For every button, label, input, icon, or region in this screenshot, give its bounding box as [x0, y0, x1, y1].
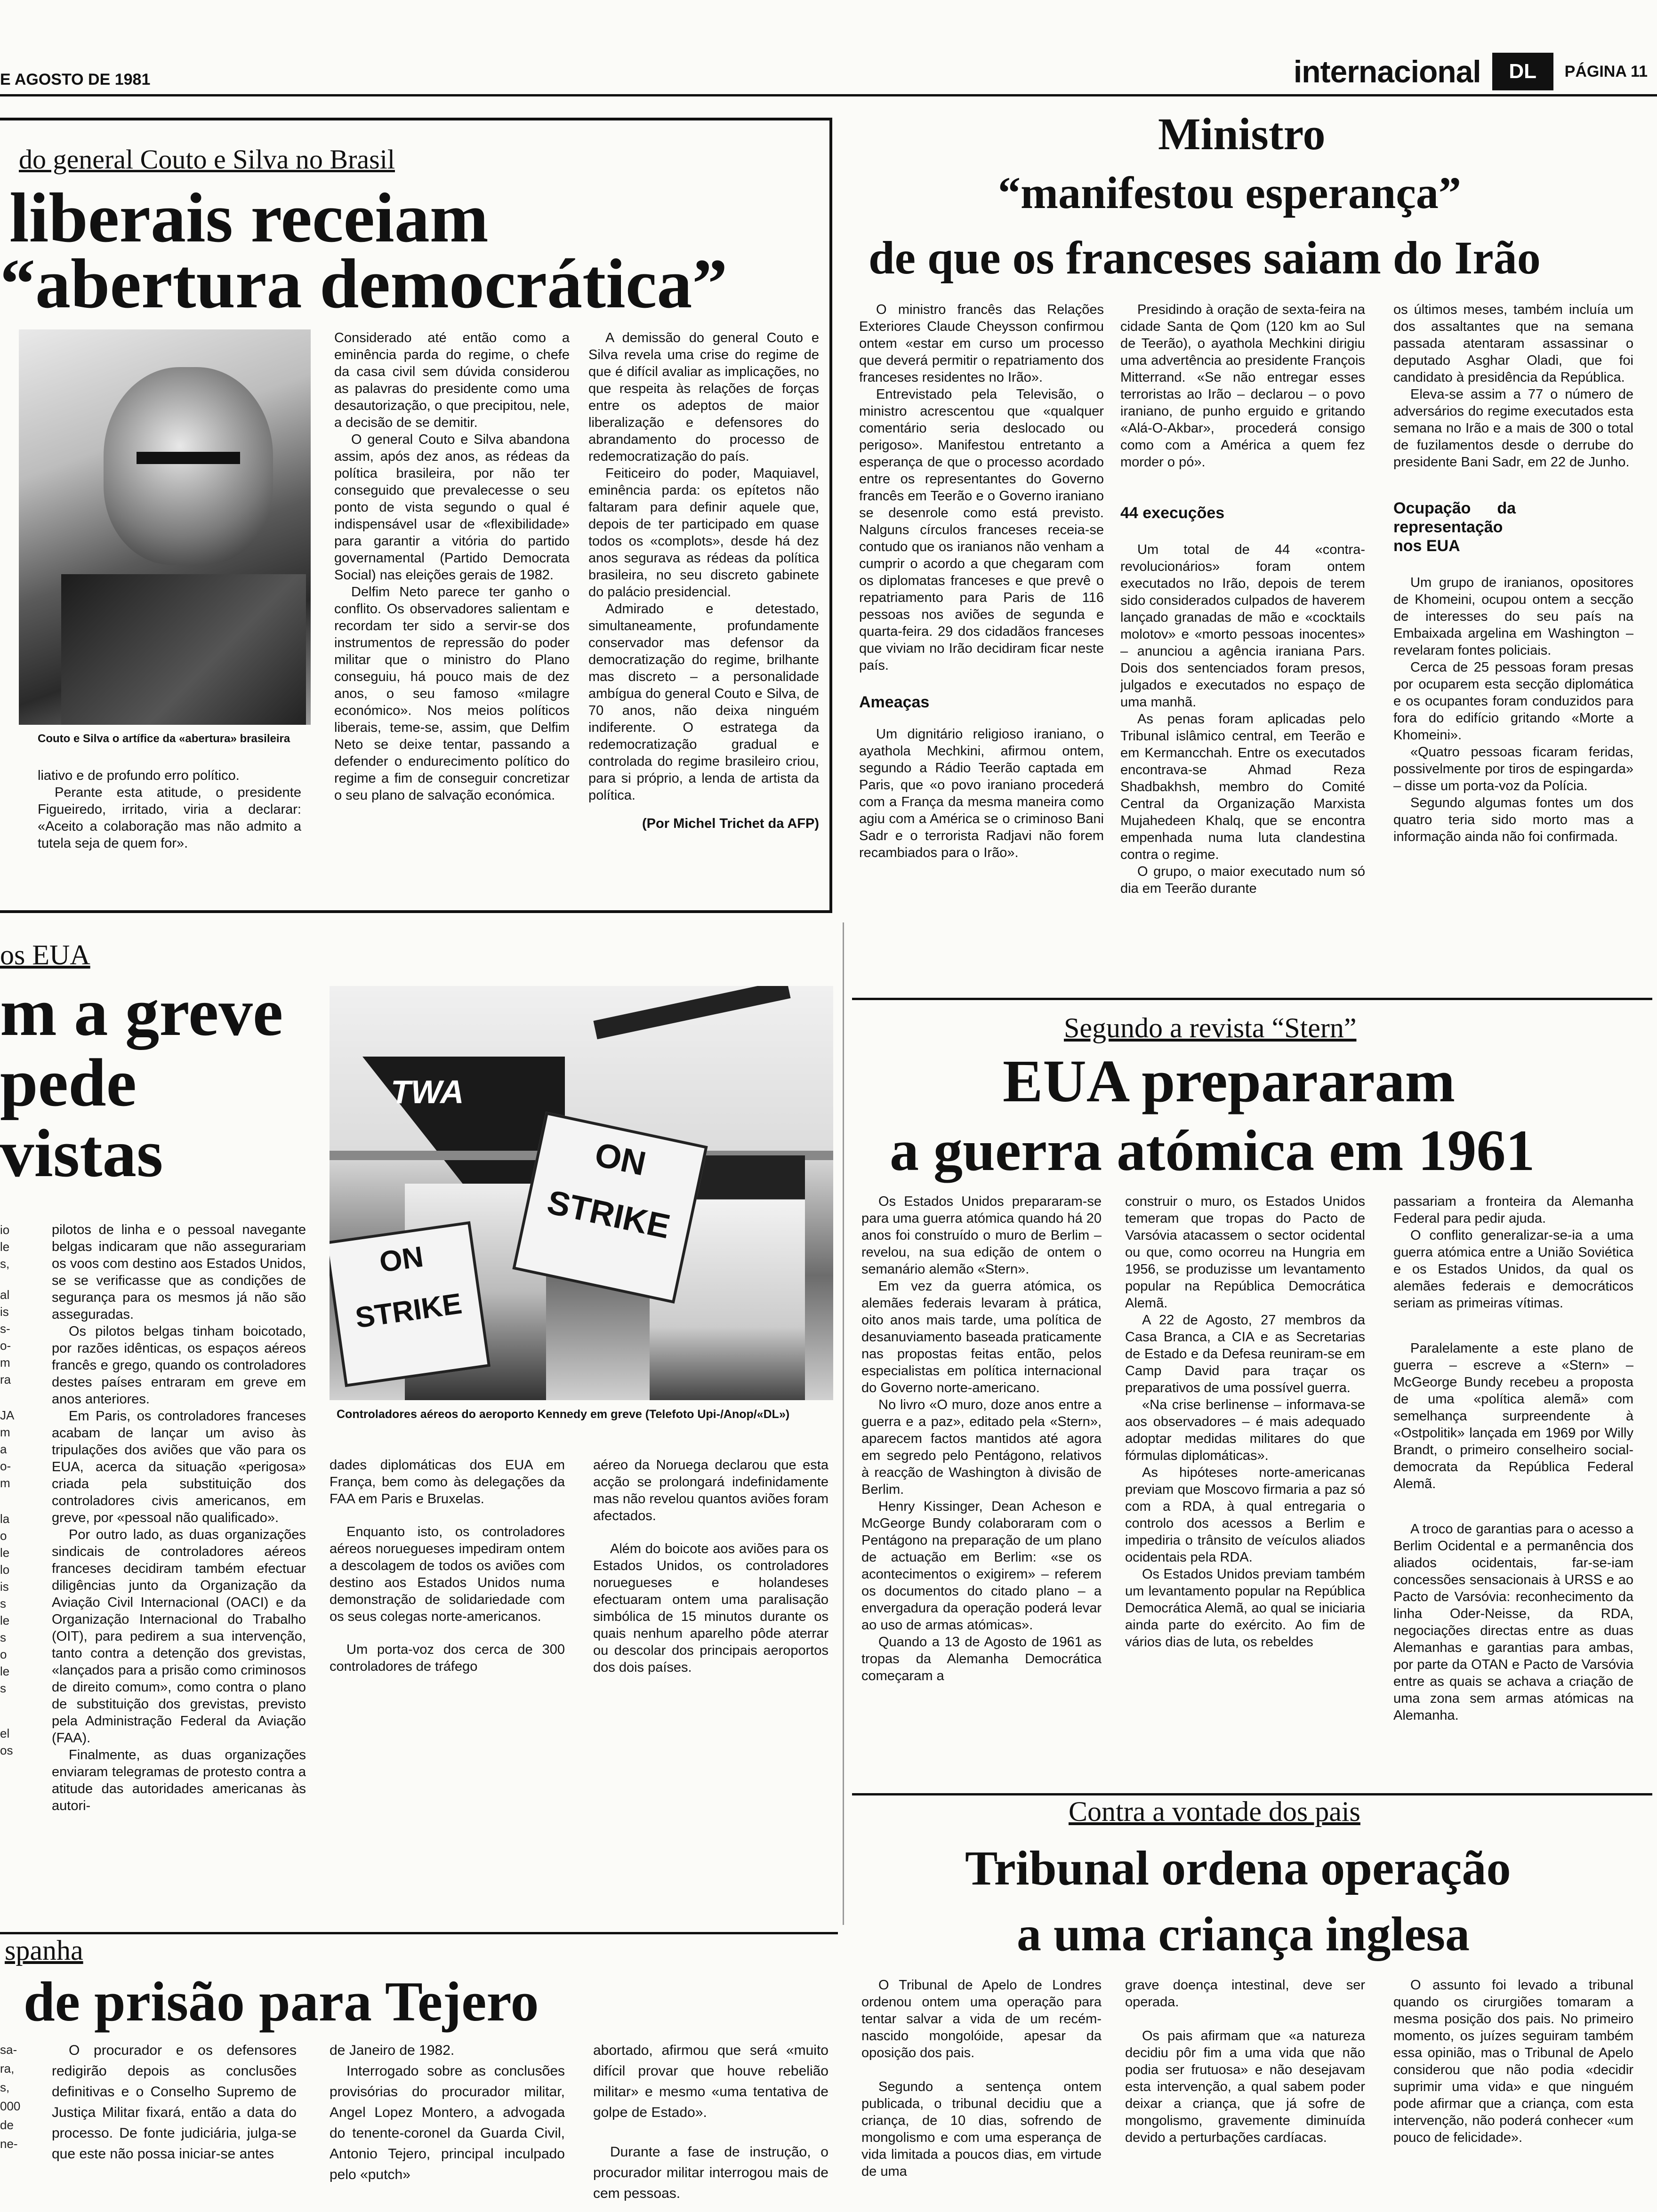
cut-fragment: s, [0, 1257, 10, 1271]
paragraph: Um grupo de iranianos, opositores de Khomeini, ocupou ontem a secção de interesses do seu país na Embaixada argelina em Washington – revelaram fontes policiais. [1393, 575, 1633, 658]
iran-headline-3: de que os franceses saiam do Irão [869, 232, 1541, 284]
paragraph: grave doença intestinal, deve ser operada. [1125, 1978, 1365, 2010]
paragraph: Em Paris, os controladores franceses acabam de lançar um aviso às tripulações dos aviões que vão para os EUA, acerca da situação «perigosa» criada pela substituição dos controladores civis americanos, em greve, por «pessoal não qualificado». [52, 1409, 306, 1525]
paragraph: O general Couto e Silva abandona assim, após dez anos, as rédeas da política brasileira, por não ter conseguido que prevalecesse o seu ponto de vista segundo o qual é indispensável usar de «flexibilidade» para garantir a vitória do partido governamental (Partido Democrata Social) nas eleições gerais de 1982. [334, 432, 570, 583]
cut-fragment: o [0, 1647, 7, 1661]
brazil-column-1 [38, 767, 301, 908]
strike-column-1 [52, 1221, 306, 1927]
iran-column-2 [1120, 301, 1365, 993]
cut-fragment: JA [0, 1408, 15, 1422]
paragraph: O conflito generalizar-se-ia a uma guerra atómica entre a União Soviética e os Estados Unidos, da qual os alemães federais e democráticos seriam as primeiras vítimas. [1393, 1228, 1633, 1311]
strike-kicker: os EUA [0, 939, 90, 970]
paragraph: O assunto foi levado a tribunal quando os cirurgiões tomaram a mesma posição dos pais. No primeiro momento, os juízes seguiram também essa opinião, mas o Tribunal de Apelo considerou que não podia «decidir suprimir uma vida» e que ninguém pode afirmar que a criança, com esta intervenção, não poderá conhecer «um pouco de felicidade». [1393, 1978, 1633, 2145]
paragraph: A troco de garantias para o acesso a Berlim Ocidental e a permanência dos aliados ocidentais, far-se-iam concessões sensacionais à URSS e ao Pacto de Varsóvia: reconhecimento da linha Oder-Neisse, da RDA, negociações directas entre as duas Alemanhas e garantias para ambas, por parte da OTAN e Pacto de Varsóvia entre as quais se achava a criação de uma zona sem armas atómicas na Alemanha. [1393, 1522, 1633, 1723]
center-divider [843, 922, 844, 1925]
subheading-execucoes: 44 execuções [1120, 504, 1225, 522]
paragraph: Por outro lado, as duas organizações sindicais de controladores aéreos franceses decidiram também efectuar diligências junto da Organização da Aviação Civil Internacional (OACI) e da Organização Internacional do Trabalho (OIT), para pedirem a sua intervenção, tanto contra a detenção dos grevistas, «lançados para a prisão como criminosos de direito comum», como contra o plano de substituição dos grevistas, previsto pela Administração Federal da Aviação (FAA). [52, 1527, 306, 1746]
page-number: PÁGINA 11 [1564, 62, 1648, 80]
paragraph: Quando a 13 de Agosto de 1961 as tropas da Alemanha Democrática começaram a [861, 1635, 1102, 1683]
paragraph: Admirado e detestado, simultaneamente, profundamente conservador mas defensor da democratização do regime, brilhante mas discreto – a personalidade ambígua do general Couto e Silva, de 70 anos, não deixa ninguém indiferente. O estratega da redemocratização gradual e controlada do regime brasileiro criou, para si próprio, a lenda de artista da política. [588, 601, 819, 803]
cut-fragment: ne- [0, 2137, 18, 2151]
paragraph: Um porta-voz dos cerca de 300 controladores de tráfego [330, 1642, 565, 1674]
cut-fragment: de [0, 2118, 14, 2132]
paragraph: Segundo algumas fontes um dos quatro teria sido morto mas a informação ainda não foi confirmada. [1393, 795, 1633, 844]
paragraph: Entrevistado pela Televisão, o ministro acrescentou que «qualquer comentário seria deslocado ou perigoso». Manifestou entretanto a esperança de que o processo acordado entre os representantes do Governo francês em Teerão e o Governo iraniano se desenrole como está previsto. Nalguns círculos franceses receia-se contudo que os iranianos não venham a cumprir o acordo a que chegaram com os diplomatas franceses e que prevê o repatriamento para Paris de 116 pessoas nos aviões de segunda e quarta-feira. 29 dos cidadãos franceses que viviam no Irão decidiram ficar neste país. [859, 387, 1104, 673]
paragraph: os últimos meses, também incluía um dos assaltantes que na semana passada atentaram assassinar o deputado Asghar Oladi, que foi candidato à presidência da República. [1393, 302, 1633, 385]
couto-e-silva-photo [19, 329, 311, 725]
brazil-headline-2: “abertura democrática” [0, 245, 728, 323]
cut-fragment: o- [0, 1338, 11, 1353]
cut-fragment: al [0, 1288, 10, 1302]
cut-fragment: a [0, 1442, 7, 1456]
tejero-top-rule [0, 1932, 838, 1934]
paragraph: Os Estados Unidos prepararam-se para uma guerra atómica quando há 20 anos foi construído o muro de Berlim – revelou, na sua edição de ontem o semanário alemão «Stern». [861, 1194, 1102, 1277]
issue-date: E AGOSTO DE 1981 [0, 71, 151, 88]
cut-fragment: os [0, 1743, 13, 1757]
paragraph: «Na crise berlinense – informava-se aos observadores – é mais adequado adoptar medidas militares do que fórmulas diplomáticas». [1125, 1397, 1365, 1463]
paragraph: Paralelamente a este plano de guerra – escreve a «Stern» – McGeorge Bundy recebeu a proposta de uma «política alemã» com semelhança surpreendente à «Ostpolitik» lançada em 1969 por Willy Brandt, o primeiro conselheiro social-democrata da República Federal Alemã. [1393, 1341, 1633, 1491]
strike-headline-3: vistas [0, 1116, 163, 1191]
cut-fragment: s- [0, 1322, 10, 1336]
court-column-3 [1393, 1977, 1633, 2207]
paragraph: Considerado até então como a eminência parda do regime, o chefe da casa civil sem dúvida considerou as palavras do presidente como uma desautorização, o que precipitou, nele, a decisão de se demitir. [334, 330, 570, 430]
paragraph: Eleva-se assim a 77 o número de adversários do regime executados esta semana no Irão e a mais de 300 o total de fuzilamentos desde o derrube do presidente Bani Sadr, em 22 de Junho. [1393, 387, 1633, 470]
cut-fragment: io [0, 1223, 10, 1237]
paragraph: Os pais afirmam que «a natureza decidiu pôr fim a uma vida que não podia ser frutuosa» e não desejavam esta intervenção, a qual sabem poder deixar a criança, que já sofre de mongolismo, gravemente diminuída devido a perturbações cardíacas. [1125, 2028, 1365, 2145]
strike-photo-caption: Controladores aéreos do aeroporto Kennedy em greve (Telefoto Upi-/Anop/«DL») [337, 1408, 790, 1421]
paragraph: Durante a fase de instrução, o procurador militar interrogou mais de cem pessoas. [593, 2144, 828, 2201]
paragraph: Os pilotos belgas tinham boicotado, por razões idênticas, os espaços aéreos francês e grego, quando os controladores destes países entraram em greve em anos anteriores. [52, 1324, 306, 1407]
paragraph: As penas foram aplicadas pelo Tribunal islâmico central, em Teerão e em Kermancchah. Entre os executados encontrava-se Ahmad Reza Shadbakhsh, membro do Comité Central da Organização Marxista Mujahedeen Khalq, que se encontra empenhada numa luta clandestina contra o regime. [1120, 712, 1365, 862]
strike-headline-1: m a greve [0, 975, 283, 1050]
tejero-column-3 [593, 2040, 828, 2210]
subheading-ameacas: Ameaças [859, 693, 930, 711]
cut-fragment: is [0, 1305, 9, 1319]
tejero-column-1 [52, 2040, 297, 2210]
paragraph: Feiticeiro do poder, Maquiavel, eminência parda: os epítetos não faltaram para definir aquele que, depois de ter participado em quase todos os «complots», desde há dez anos segurava as rédeas da política brasileira, no seu discreto gabinete do palácio presidencial. [588, 466, 819, 600]
cut-fragment: le [0, 1546, 10, 1560]
paragraph: Segundo a sentença ontem publicada, o tribunal decidiu que a criança, de 10 dias, sofrendo de mongolismo e com uma esperança de vida limitada a poucos dias, em virtude de uma [861, 2079, 1102, 2179]
cut-fragment: m [0, 1425, 10, 1439]
paragraph: Em vez da guerra atómica, os alemães federais levaram à prática, oito anos mais tarde, uma política de desanuviamento baseada praticamente nas propostas feitas então, pelos especialistas em política internacional do Governo norte-americano. [861, 1279, 1102, 1395]
paragraph: Finalmente, as duas organizações enviaram telegramas de protesto contra a atitude das autoridades americanas às autori- [52, 1747, 306, 1813]
paragraph: A demissão do general Couto e Silva revela uma crise do regime de que é difícil avaliar as implicações, no que respeita às relações de forças entre os adeptos de maior liberalização e defensores do abrandamento do processo de redemocratização do país. [588, 330, 819, 464]
paragraph: Presidindo à oração de sexta-feira na cidade Santa de Qom (120 km ao Sul de Teerão), o ayathola Mechkini dirigiu uma advertência ao presidente François Mitterrand. «Se não entregar esses terroristas ao Irão – declarou – o povo iraniano, de punho erguido e gritando «Alá-O-Akbar», procederá consigo como com a América a quem fez morder o pó». [1120, 302, 1365, 470]
stern-headline-1: EUA prepararam [1003, 1048, 1456, 1114]
court-kicker: Contra a vontade dos pais [1069, 1796, 1360, 1827]
page-header-right [1294, 53, 1648, 90]
strike-cut-column [0, 1221, 19, 1759]
couto-photo-caption: Couto e Silva o artífice da «abertura» brasileira [38, 732, 290, 745]
paragraph: abortado, afirmou que será «muito difícil provar que houve rebelião militar» e mesmo «uma tentativa de golpe de Estado». [593, 2043, 828, 2120]
cut-fragment: le [0, 1664, 10, 1678]
paragraph: aéreo da Noruega declarou que esta acção se prolongará indefinidamente mas não revelou quantos aviões foram afectados. [593, 1458, 828, 1523]
paragraph: O procurador e os defensores redigirão depois as conclusões definitivas e o Conselho Supremo de Justiça Militar fixará, então a data do processo. De fonte judiciária, julga-se que este não possa iniciar-se antes [52, 2043, 297, 2162]
brazil-kicker: do general Couto e Silva no Brasil [19, 144, 395, 175]
iran-bottom-rule [852, 998, 1652, 1000]
strike-headline-2: pede [0, 1045, 137, 1121]
strike-sign-2: ON STRIKE [512, 1112, 708, 1304]
subheading-ocupacao: Ocupação da representação nos EUA [1393, 499, 1516, 555]
paragraph: Perante esta atitude, o presidente Figueiredo, irritado, viria a declarar: «Aceito a colaboração mas não admito a tutela seja de quem for». [38, 785, 301, 851]
cut-fragment: o [0, 1529, 7, 1543]
cut-fragment: s, [0, 2080, 10, 2094]
strike-sign-1: ON STRIKE [330, 1221, 491, 1387]
court-column-2 [1125, 1977, 1365, 2207]
paragraph: dades diplomáticas dos EUA em França, bem como às delegações da FAA em Paris e Bruxelas. [330, 1458, 565, 1507]
cut-fragment: lo [0, 1563, 10, 1577]
paragraph: Interrogado sobre as conclusões provisórias do procurador militar, Angel Lopez Montero, a advogada do tenente-coronel da Guarda Civil, Antonio Tejero, principal inculpado pelo «putch» [330, 2063, 565, 2182]
iran-headline-1: Ministro [1158, 109, 1326, 159]
cut-fragment: le [0, 1240, 10, 1254]
paragraph: de Janeiro de 1982. [330, 2043, 455, 2058]
paragraph: passariam a fronteira da Alemanha Federal para pedir ajuda. [1393, 1194, 1633, 1226]
stern-kicker: Segundo a revista “Stern” [1064, 1012, 1357, 1043]
paragraph: Enquanto isto, os controladores aéreos noruegueses impediram ontem a descolagem de todos os aviões com destino aos Estados Unidos numa demonstração de solidariedade com os seus colegas norte-americanos. [330, 1524, 565, 1624]
tejero-cut-column [0, 2040, 33, 2153]
newspaper-logo: DL [1492, 53, 1553, 90]
cut-fragment: 000 [0, 2099, 21, 2113]
paragraph: construir o muro, os Estados Unidos temeram que tropas do Pacto de Varsóvia atacassem o sector ocidental ou que, como ocorreu na Hungria em 1956, se produzisse um levantamento popular na República Democrática Alemã. [1125, 1194, 1365, 1311]
paragraph: No livro «O muro, doze anos entre a guerra e a paz», editado pela «Stern», aparecem factos mantidos até agora em segredo pelo Pentágono, relativos à reacção de Washington à divisão de Berlim. [861, 1397, 1102, 1497]
header-rule [0, 94, 1657, 96]
cut-fragment: el [0, 1726, 10, 1740]
cut-fragment: s [0, 1596, 6, 1611]
tejero-headline: de prisão para Tejero [24, 1970, 539, 2033]
cut-fragment: m [0, 1355, 10, 1370]
cut-fragment: o- [0, 1459, 11, 1473]
stern-headline-2: a guerra atómica em 1961 [890, 1118, 1535, 1183]
cut-fragment: le [0, 1613, 10, 1627]
cut-fragment: s [0, 1630, 6, 1644]
court-column-1 [861, 1977, 1102, 2207]
court-headline-2: a uma criança inglesa [1017, 1907, 1470, 1961]
tail-logo: TWA [391, 1074, 464, 1110]
cut-fragment: s [0, 1681, 6, 1695]
paragraph: Além do boicote aos aviões para os Estados Unidos, os controladores noruegueses e holandeses efectuaram ontem uma paralisação simbólica de 15 minutos durante os quais nenhum aparelho pôde aterrar ou descolar dos principais aeroportos dos dois países. [593, 1541, 828, 1675]
iran-column-3 [1393, 301, 1633, 993]
iran-column-1 [859, 301, 1104, 993]
stern-column-3 [1393, 1193, 1633, 1795]
paragraph: Os Estados Unidos previam também um levantamento popular na República Democrática Alemã, ao qual se iniciaria ainda parte do exército. Ao fim de vários dias de luta, os rebeldes [1125, 1567, 1365, 1650]
tejero-column-2 [330, 2040, 565, 2210]
iran-headline-2: “manifestou esperança” [998, 168, 1461, 218]
article-credit: (Por Michel Trichet da AFP) [642, 816, 819, 831]
cut-fragment: ra, [0, 2061, 15, 2076]
paragraph: pilotos de linha e o pessoal navegante belgas indicaram que não assegurariam os voos com destino aos Estados Unidos, se se verificasse que as condições de segurança para os mesmos já não são asseguradas. [52, 1222, 306, 1322]
paragraph: O grupo, o maior executado num só dia em Teerão durante [1120, 864, 1365, 896]
brazil-headline-1: liberais receiam [9, 179, 489, 257]
cut-fragment: la [0, 1512, 10, 1526]
strike-column-2 [330, 1457, 565, 1927]
tejero-kicker: spanha [5, 1935, 83, 1966]
paragraph: «Quatro pessoas ficaram feridas, possivelmente por tiros de espingarda» – disse um porta-voz da Polícia. [1393, 745, 1633, 793]
paragraph: Um total de 44 «contra-revolucionários» foram ontem executados no Irão, depois de terem sido considerados culpados de haverem lançado granadas de mão e «cocktails molotov» e «morto pessoas inocentes» – anunciou a agência iraniana Pars. Dois dos sentenciados foram presos, julgados e executados no espaço de uma manhã. [1120, 542, 1365, 710]
paragraph: liativo e de profundo erro político. [38, 768, 240, 783]
cut-fragment: m [0, 1476, 10, 1490]
paragraph: A 22 de Agosto, 27 membros da Casa Branca, a CIA e as Secretarias de Estado e da Defesa reuniram-se em Camp David para traçar os preparativos de uma possível guerra. [1125, 1313, 1365, 1395]
paragraph: Cerca de 25 pessoas foram presas por ocuparem esta secção diplomática e os ocupantes foram conduzidos para fora do edifício gritando «Morte a Khomeini». [1393, 660, 1633, 743]
paragraph: O Tribunal de Apelo de Londres ordenou ontem uma operação para tentar salvar a vida de um recém-nascido mongolóide, apesar da oposição dos pais. [861, 1978, 1102, 2060]
strike-column-3 [593, 1457, 828, 1927]
cut-fragment: is [0, 1579, 9, 1594]
paragraph: As hipóteses norte-americanas previam que Moscovo firmaria a paz só com a RDA, à qual entregaria o controlo dos acessos a Berlim e impediria o trânsito de veículos aliados ocidentais pela RDA. [1125, 1465, 1365, 1565]
paragraph: Delfim Neto parece ter ganho o conflito. Os observadores salientam e recordam ter sido a servir-se dos instrumentos de repressão do poder militar que o ministro do Plano conseguiu, há pouco mais de dez anos, o seu famoso «milagre económico». Nos meios políticos liberais, teme-se, assim, que Delfim Neto se deixe tentar, passando a defender o endurecimento político do regime a fim de conseguir concretizar o seu plano de salvação económica. [334, 585, 570, 803]
paragraph: Henry Kissinger, Dean Acheson e McGeorge Bundy colaboraram com o Pentágono na preparação de um plano de actuação em Berlim: «se os acontecimentos o exigirem» – referem os documentos do citado plano – a envergadura da operação poderá levar ao uso de armas atómicas». [861, 1499, 1102, 1633]
stern-column-2 [1125, 1193, 1365, 1795]
brazil-column-2 [334, 329, 570, 908]
cut-fragment: ra [0, 1372, 11, 1387]
cut-fragment: sa- [0, 2043, 17, 2057]
section-name: internacional [1293, 54, 1481, 89]
stern-column-1 [861, 1193, 1102, 1795]
paragraph: Um dignitário religioso iraniano, o ayathola Mechkini, afirmou ontem, segundo a Rádio Teerão captada em Paris, que «o povo iraniano procederá com a França da mesma maneira como agiu com a América se o criminoso Bani Sadr e o terrorista Radjavi não forem recambiados para o Irão». [859, 727, 1104, 860]
brazil-column-3 [588, 329, 819, 908]
court-headline-1: Tribunal ordena operação [965, 1841, 1511, 1895]
paragraph: O ministro francês das Relações Exteriores Claude Cheysson confirmou ontem «estar em curso um processo que deverá permitir o repatriamento dos franceses residentes no Irão». [859, 302, 1104, 385]
strike-photo [330, 986, 833, 1400]
